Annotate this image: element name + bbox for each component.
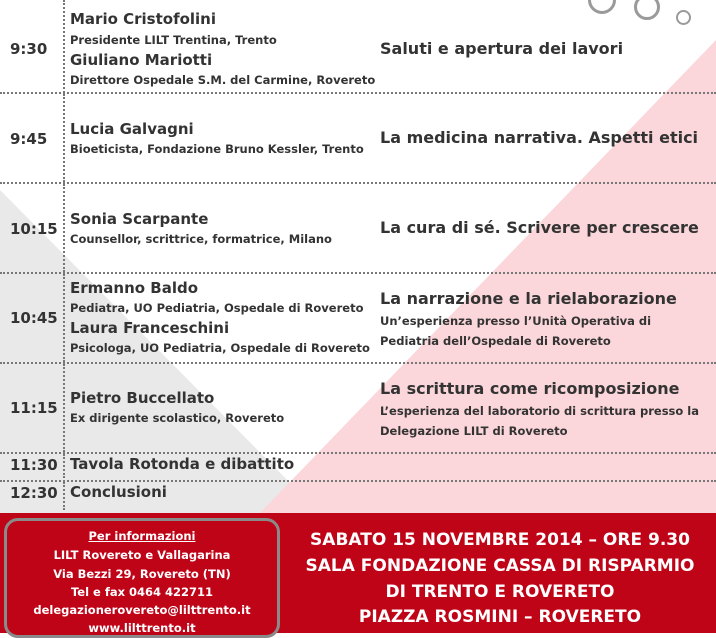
event-date: SABATO 15 NOVEMBRE 2014 – ORE 9.30 [310, 530, 690, 550]
speaker-role: Presidente LILT Trentina, Trento [70, 33, 277, 47]
session-time: 10:15 [10, 220, 58, 238]
speaker-name: Lucia Galvagni [70, 120, 194, 138]
schedule-row-930 [0, 0, 716, 93]
timeline-divider [63, 454, 65, 478]
speaker-role: Direttore Ospedale S.M. del Carmine, Rovereto [70, 73, 376, 87]
info-email[interactable]: delegazionerovereto@lilttrento.it [33, 603, 251, 617]
info-website[interactable]: www.lilttrento.it [88, 621, 196, 635]
session-title: Tavola Rotonda e dibattito [70, 455, 295, 473]
session-title: Conclusioni [70, 483, 167, 501]
schedule-row-945 [0, 94, 716, 182]
speaker-role: Psicologa, UO Pediatria, Ospedale di Rovereto [70, 341, 370, 355]
session-time: 11:30 [10, 456, 58, 474]
speaker-name: Sonia Scarpante [70, 210, 209, 228]
timeline-divider [63, 94, 65, 182]
timeline-divider [63, 364, 65, 452]
session-subtitle: Un’esperienza presso l’Unità Operativa di [380, 314, 652, 328]
session-subtitle: L’esperienza del laboratorio di scrittura presso la [380, 404, 700, 418]
session-title: La narrazione e la rielaborazione [380, 289, 677, 308]
schedule-row-1015 [0, 184, 716, 272]
info-box [4, 518, 280, 638]
session-time: 12:30 [10, 484, 58, 502]
session-time: 11:15 [10, 399, 58, 417]
speaker-name: Ermanno Baldo [70, 279, 199, 297]
schedule-row-1115 [0, 364, 716, 452]
event-address: PIAZZA ROSMINI – ROVERETO [358, 607, 642, 627]
speaker-name: Mario Cristofolini [70, 10, 217, 28]
footer-banner [0, 513, 716, 633]
info-phone: Tel e fax 0464 422711 [70, 585, 214, 599]
speaker-name: Pietro Buccellato [70, 389, 215, 407]
speaker-name: Giuliano Mariotti [70, 51, 213, 69]
session-title: La scrittura come ricomposizione [380, 379, 680, 398]
schedule-row-1130 [0, 454, 716, 478]
schedule-row-1045 [0, 274, 716, 362]
speaker-role: Counsellor, scrittrice, formatrice, Milano [70, 232, 332, 246]
event-venue: SALA FONDAZIONE CASSA DI RISPARMIO [305, 556, 695, 576]
speaker-role: Pediatra, UO Pediatria, Ospedale di Rovereto [70, 301, 364, 315]
timeline-divider [63, 274, 65, 362]
session-title: Saluti e apertura dei lavori [380, 39, 624, 58]
info-line: LILT Rovereto e Vallagarina [53, 548, 231, 562]
event-venue-line2: DI TRENTO E ROVERETO [385, 582, 615, 602]
timeline-divider [63, 482, 65, 510]
session-time: 10:45 [10, 309, 58, 327]
timeline-divider [63, 0, 65, 93]
session-subtitle: Delegazione LILT di Rovereto [380, 424, 568, 438]
speaker-role: Bioeticista, Fondazione Bruno Kessler, Trento [70, 142, 364, 156]
info-heading: Per informazioni [88, 529, 196, 543]
session-time: 9:45 [10, 130, 48, 148]
session-subtitle: Pediatria dell’Ospedale di Rovereto [380, 334, 611, 348]
session-title: La medicina narrativa. Aspetti etici [380, 128, 699, 147]
session-title: La cura di sé. Scrivere per crescere [380, 218, 699, 237]
schedule-row-1230 [0, 482, 716, 510]
info-line: Via Bezzi 29, Rovereto (TN) [53, 567, 231, 581]
session-time: 9:30 [10, 40, 48, 58]
timeline-divider [63, 184, 65, 272]
speaker-name: Laura Franceschini [70, 319, 230, 337]
speaker-role: Ex dirigente scolastico, Rovereto [70, 411, 285, 425]
